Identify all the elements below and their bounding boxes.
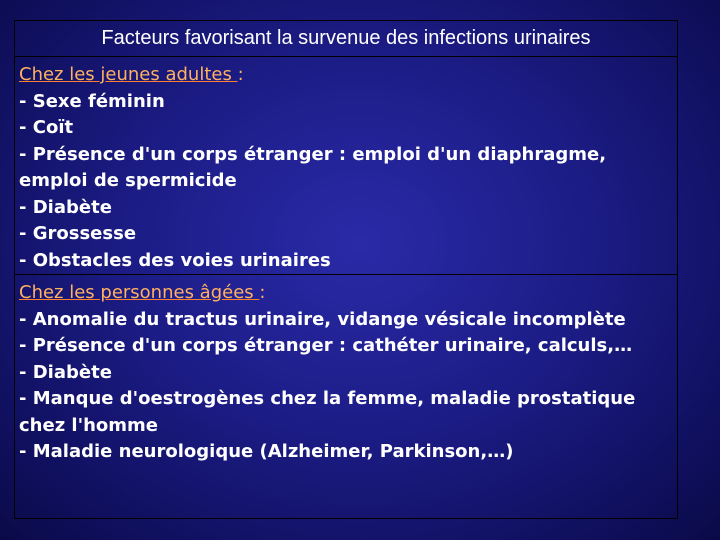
- list-item: - Grossesse: [19, 223, 137, 244]
- section-young-adults: [15, 57, 677, 275]
- list-item: - Diabète: [19, 361, 112, 383]
- section-heading-text: Chez les personnes âgées: [19, 282, 260, 303]
- list-item: - Diabète: [19, 196, 112, 218]
- list-item: - Maladie neurologique (Alzheimer, Parkinson,…): [19, 441, 514, 462]
- section-heading-colon: :: [237, 64, 244, 85]
- section-elderly: [15, 275, 677, 518]
- section-heading-elderly: [19, 280, 673, 307]
- section-heading-young-adults: [19, 62, 673, 89]
- list-item: - Présence d'un corps étranger : emploi d'un diaphragme, emploi de spermicide: [19, 143, 607, 191]
- list-item: - Coït: [19, 117, 74, 138]
- list-item: - Sexe féminin: [19, 90, 165, 112]
- list-item: - Présence d'un corps étranger : cathéter urinaire, calculs,…: [19, 335, 633, 356]
- section-heading-text: Chez les jeunes adultes: [19, 64, 238, 85]
- list-item: - Anomalie du tractus urinaire, vidange vésicale incomplète: [19, 308, 626, 330]
- table-title: Facteurs favorisant la survenue des infections urinaires: [15, 21, 677, 57]
- section-heading-colon: :: [259, 282, 266, 303]
- risk-factor-table: [14, 20, 678, 519]
- list-item: - Manque d'oestrogènes chez la femme, maladie prostatique chez l'homme: [19, 388, 636, 436]
- list-item: - Obstacles des voies urinaires: [19, 249, 331, 271]
